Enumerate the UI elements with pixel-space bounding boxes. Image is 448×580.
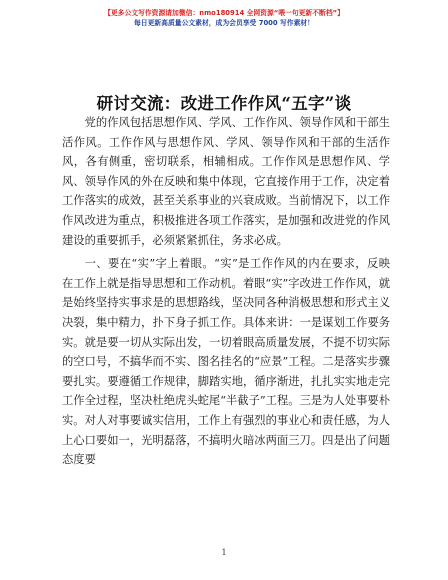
banner-wechat-notice: 【更多公文写作资源请加微信：nmo180914 全网资源“喂一句更新不断档”】 xyxy=(104,9,344,17)
banner-membership-notice: 每日更新高质量公文素材，成为会员享受 7000 写作素材！ xyxy=(134,19,314,27)
document-title: 研讨交流：改进工作作风“五字”谈 xyxy=(96,94,352,113)
page-number: 1 xyxy=(221,548,227,557)
document-body xyxy=(62,113,390,474)
paragraph-section-one: 一、要在“实”字上着眼。“实”是工作作风的内在要求，反映在工作上就是指导思想和工作动机。着眼“实”字改进工作作风，就是始终坚持实事求是的思想路线，坚决同各种消极思想和形式主义决裂，集中精力，扑下身子抓工作。具体来讲：一是谋划工作要务实。就是要一切从实际出发，一切着眼高质量发展，不提不切实际的空口号，不搞华而不实、图名挂名的“应景”工程。二是落实步骤要扎实。要遵循工作规律，脚踏实地，循序渐进，扎扎实实地走完工作全过程，坚决杜绝虎头蛇尾“半截子”工程。三是为人处事要朴实。对人对事要诚实信用，工作上有强烈的事业心和责任感，为人上心口要如一，光明磊落，不搞明火暗冰两面三刀。四是出了问题态度要 xyxy=(62,257,390,467)
header-banner xyxy=(0,8,448,28)
paragraph-intro: 党的作风包括思想作风、学风、工作作风、领导作风和干部生活作风。工作作风与思想作风、学风、领导作风和干部的生活作风，各有侧重，密切联系，相辅相成。工作作风是思想作风、学风、领导作风的外在反映和集中体现，它直接作用于工作，决定着工作落实的成效，甚至关系事业的兴衰成败。当前情况下，以工作作风改进为重点，积极推进各项工作落实，是加强和改进党的作风建设的重要抓手，必须紧紧抓住，务求必成。 xyxy=(62,116,390,247)
